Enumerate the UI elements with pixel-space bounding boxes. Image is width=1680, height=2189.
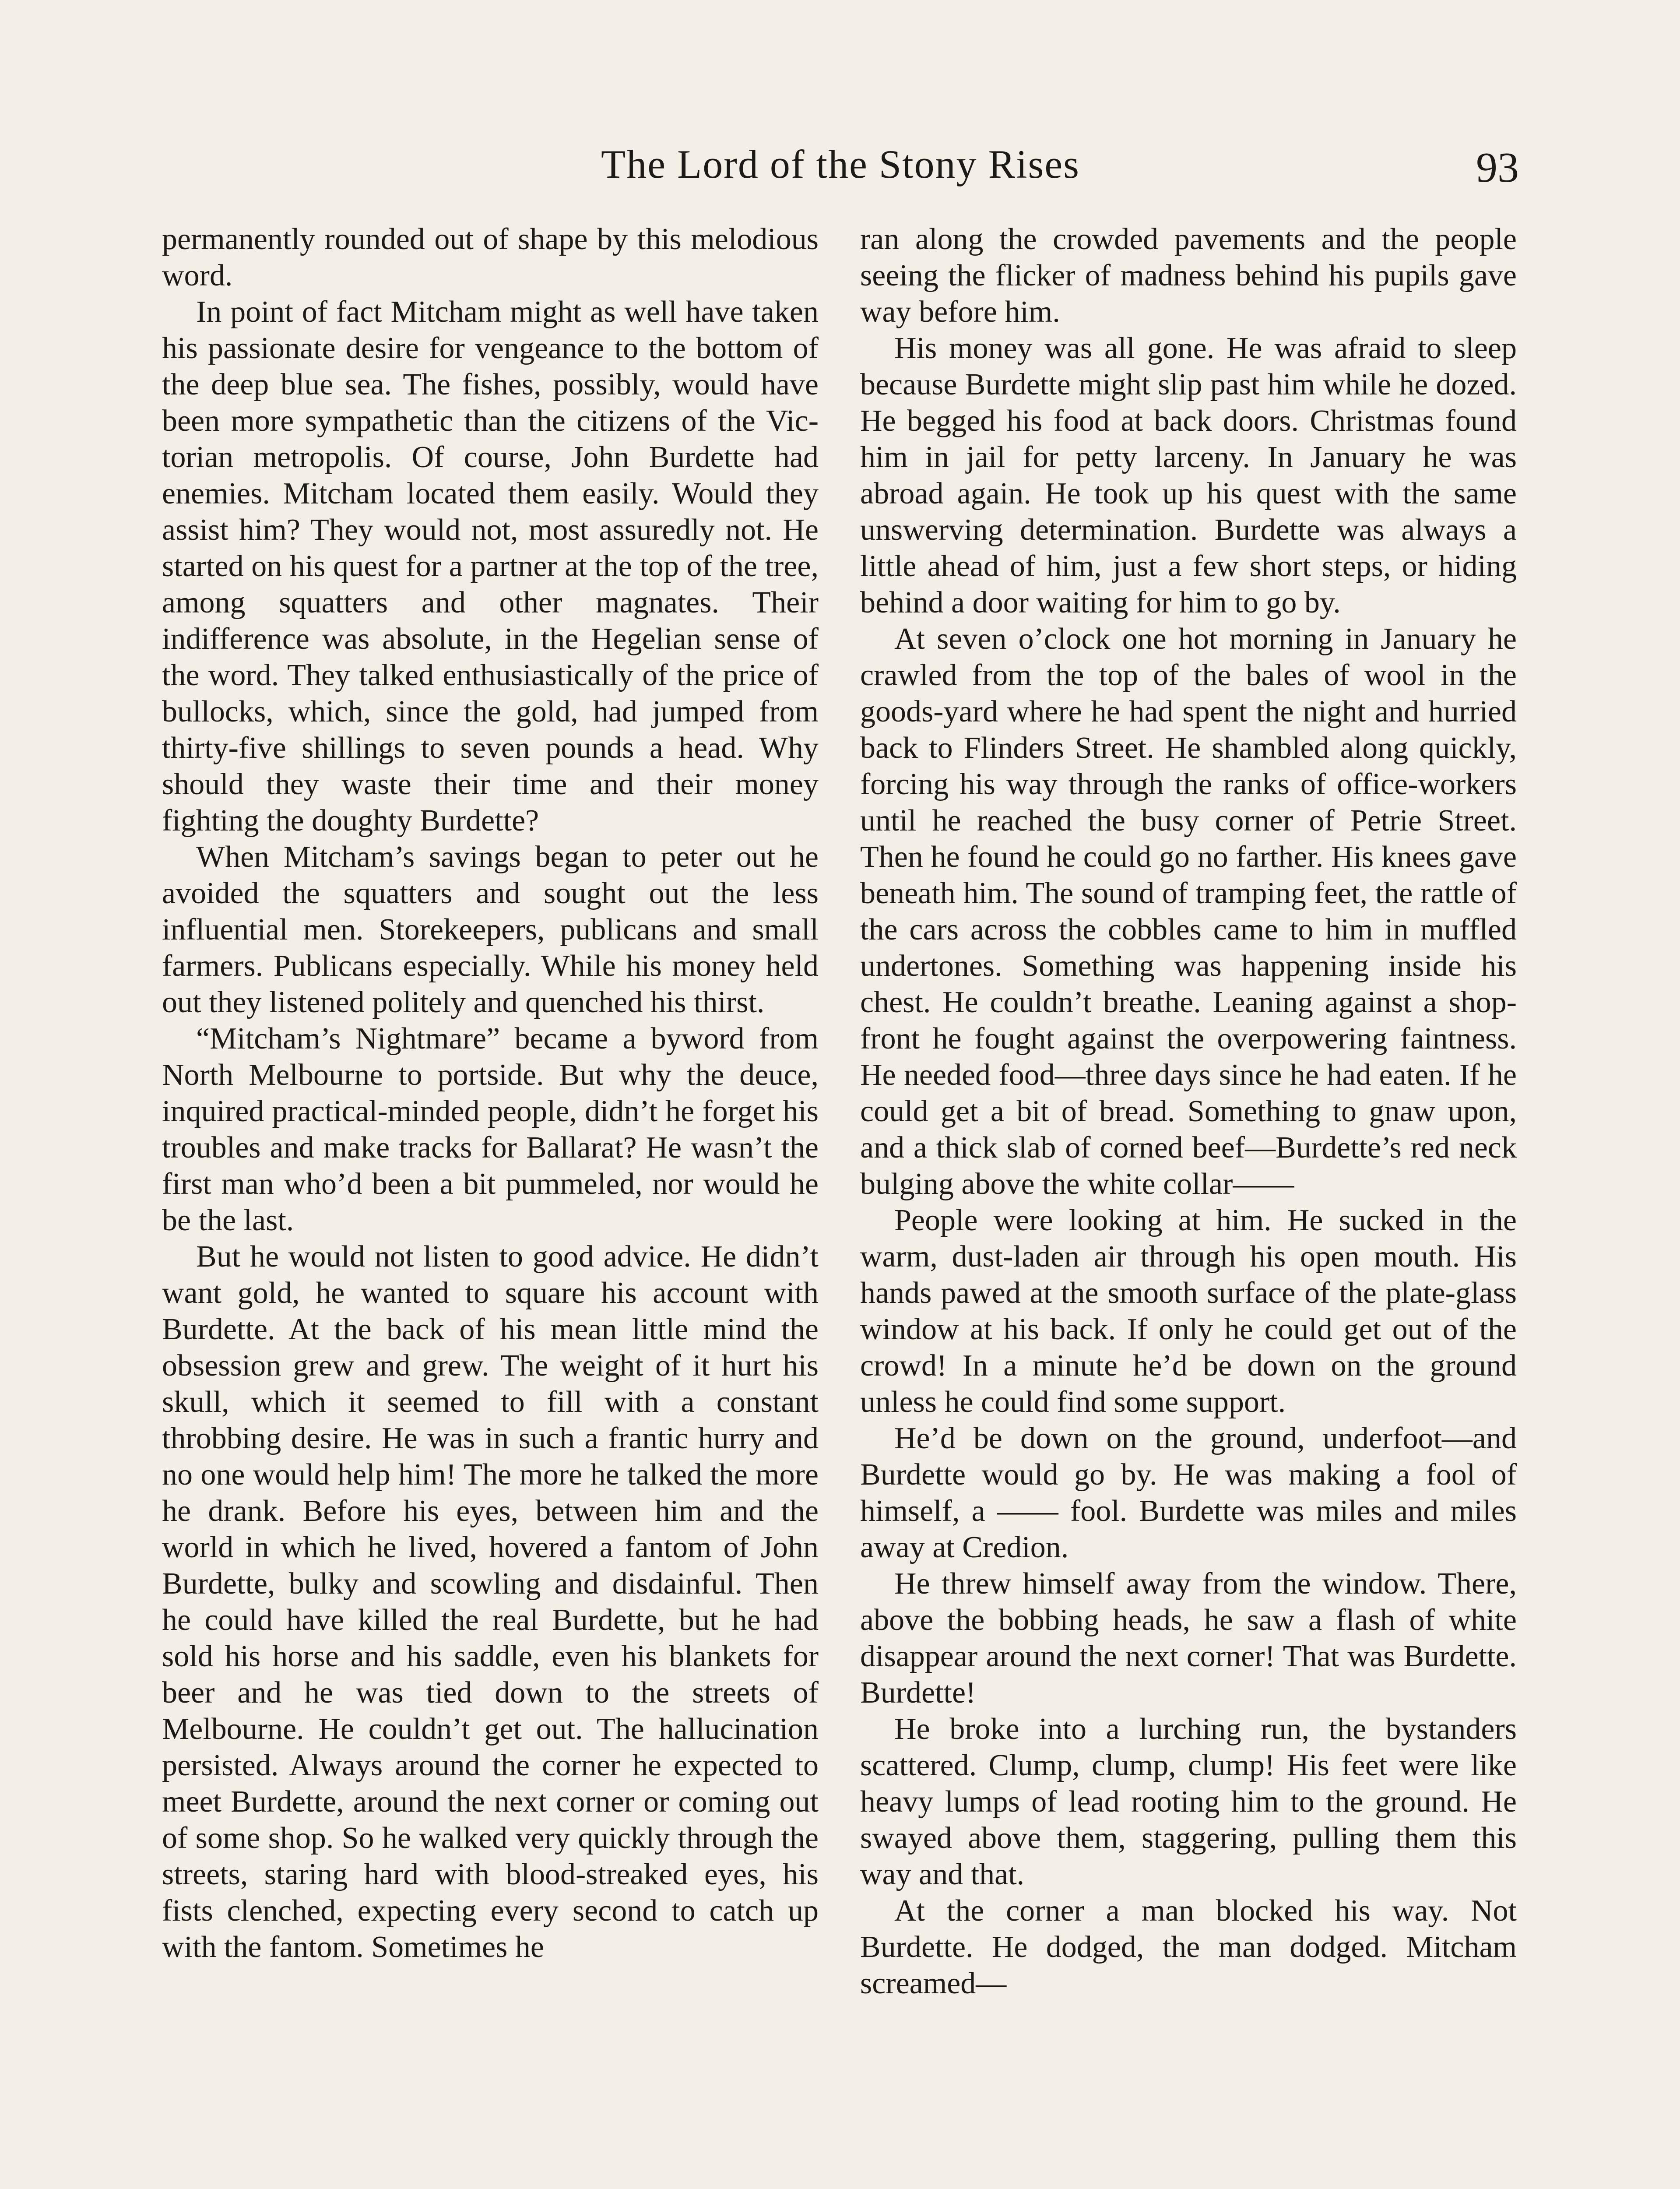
paragraph: In point of fact Mitcham might as well have taken his passionate desire for vengeance to the bottom of the deep blue sea. The fishes, possibly, would have been more sympathetic than the citizens of the Victorian metropolis. Of course, John Burdette had enemies. Mitcham located them easily. Would they assist him? They would not, most assuredly not. He started on his quest for a partner at the top of the tree, among squatters and other magnates. Their indifference was absolute, in the Hegelian sense of the word. They talked enthusiastically of the price of bullocks, which, since the gold, had jumped from thirty-five shillings to seven pounds a head. Why should they waste their time and their money fighting the doughty Burdette?	[162, 295, 819, 838]
running-title: The Lord of the Stony Rises	[601, 142, 1080, 187]
right-column	[860, 221, 1517, 2002]
left-column	[162, 221, 819, 1965]
paragraph: He threw himself away from the window. There, above the bobbing heads, he saw a flash of white disappear around the next corner! That was Burdette. Burdette!	[860, 1567, 1517, 1710]
paragraph: ran along the crowded pavements and the people seeing the flicker of madness behind his pupils gave way before him.	[860, 222, 1517, 329]
paragraph: At seven o’clock one hot morning in January he crawled from the top of the bales of wool in the goods-yard where he had spent the night and hurried back to Flinders Street. He shambled along quickly, forcing his way through the ranks of office-workers until he reached the busy corner of Petrie Street. Then he found he could go no farther. His knees gave beneath him. The sound of tramping feet, the rattle of the cars across the cobbles came to him in muffled undertones. Something was happening inside his chest. He couldn’t breathe. Leaning against a shop-front he fought against the overpowering faintness. He needed food—three days since he had eaten. If he could get a bit of bread. Something to gnaw upon, and a thick slab of corned beef—Burdette’s red neck bulging above the white collar——	[860, 622, 1517, 1201]
paragraph: People were looking at him. He sucked in the warm, dust-laden air through his open mouth. His hands pawed at the smooth surface of the plate-glass window at his back. If only he could get out of the crowd! In a minute he’d be down on the ground unless he could find some support.	[860, 1204, 1517, 1419]
paragraph: At the corner a man blocked his way. Not Burdette. He dodged, the man dodged. Mitcham screamed—	[860, 1894, 1517, 2000]
paragraph: He’d be down on the ground, underfoot—and Burdette would go by. He was making a fool of himself, a —— fool. Burdette was miles and miles away at Credion.	[860, 1422, 1517, 1564]
page-number: 93	[1476, 144, 1519, 191]
paragraph: When Mitcham’s savings began to peter out he avoided the squatters and sought out the less influential men. Storekeepers, publicans and small farmers. Publicans especially. While his money held out they listened politely and quenched his thirst.	[162, 840, 819, 1019]
page-header	[162, 131, 1519, 197]
paragraph: “Mitcham’s Nightmare” became a byword from North Melbourne to portside. But why the deuce, inquired practical-minded people, didn’t he forget his troubles and make tracks for Ballarat? He wasn’t the first man who’d been a bit pummeled, nor would he be the last.	[162, 1022, 819, 1237]
paragraph: permanently rounded out of shape by this melodious word.	[162, 222, 819, 292]
paragraph: But he would not listen to good advice. He didn’t want gold, he wanted to square his account with Burdette. At the back of his mean little mind the obsession grew and grew. The weight of it hurt his skull, which it seemed to fill with a constant throbbing desire. He was in such a frantic hurry and no one would help him! The more he talked the more he drank. Before his eyes, between him and the world in which he lived, hovered a fantom of John Burdette, bulky and scowling and disdainful. Then he could have killed the real Burdette, but he had sold his horse and his saddle, even his blankets for beer and he was tied down to the streets of Melbourne. He couldn’t get out. The hallucination persisted. Always around the corner he expected to meet Burdette, around the next corner or coming out of some shop. So he walked very quickly through the streets, staring hard with blood-streaked eyes, his fists clenched, expecting every second to catch up with the fantom. Sometimes he	[162, 1240, 819, 1964]
paragraph: His money was all gone. He was afraid to sleep because Burdette might slip past him while he dozed. He begged his food at back doors. Christmas found him in jail for petty larceny. In January he was abroad again. He took up his quest with the same unswerving determination. Burdette was always a little ahead of him, just a few short steps, or hiding behind a door waiting for him to go by.	[860, 331, 1517, 619]
paragraph: He broke into a lurching run, the bystanders scattered. Clump, clump, clump! His feet were like heavy lumps of lead rooting him to the ground. He swayed above them, staggering, pulling them this way and that.	[860, 1712, 1517, 1891]
